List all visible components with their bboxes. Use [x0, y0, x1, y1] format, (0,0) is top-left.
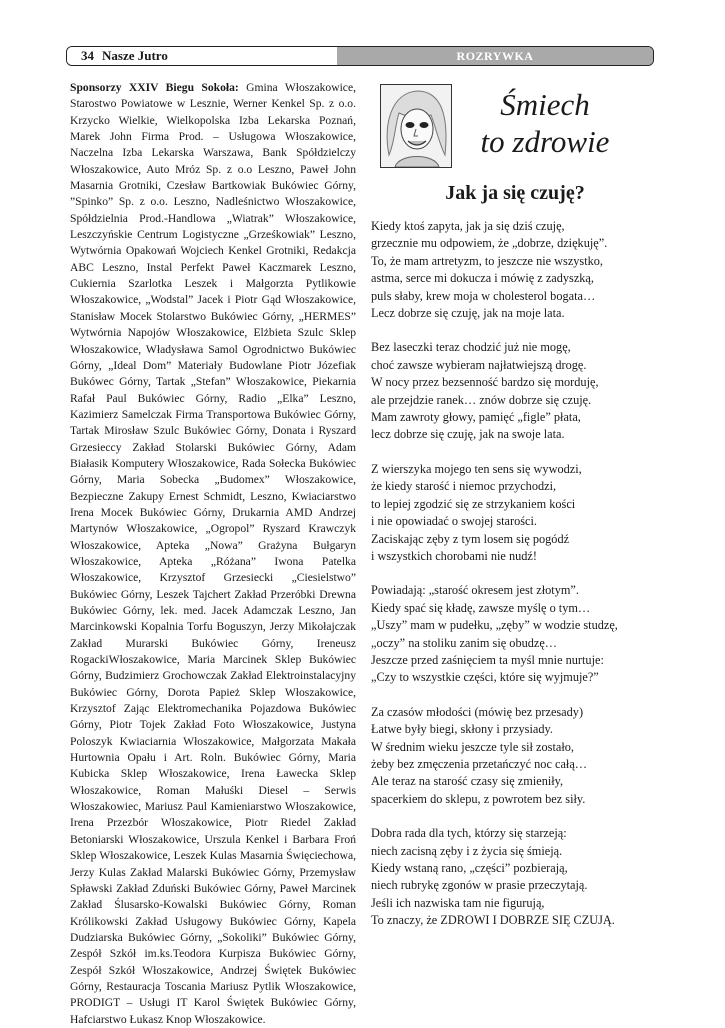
poem-line: Lecz dobrze się czuję, jak na moje lata.	[371, 306, 565, 321]
poem-line: „oczy” na stoliku zanim się obudzę…	[371, 635, 558, 650]
page-number: 34	[81, 48, 94, 63]
poem-line: to lepiej zgodzić się ze strzykaniem kości	[371, 496, 576, 511]
page-header	[66, 46, 654, 66]
poem-line: Z wierszyka mojego ten sens się wywodzi,	[371, 461, 582, 476]
poem-line: ale przejdzie ranek… znów dobrze się czuję.	[371, 392, 592, 407]
poem-line: Kiedy ktoś zapyta, jak ja się dziś czuję,	[371, 219, 565, 233]
poem-stanza	[371, 582, 661, 686]
woman-portrait-icon	[380, 84, 452, 168]
poem-line: Dobra rada dla tych, którzy się starzeją:	[371, 826, 567, 841]
poem-line: astma, serce mi dokucza i mówię z zadyszką,	[371, 271, 594, 286]
section-label: ROZRYWKA	[337, 47, 653, 65]
poem-line: że kiedy starość i niemoc przychodzi,	[371, 479, 557, 494]
feature-title-line2: to zdrowie	[480, 124, 610, 159]
poem-line: Jeszcze przed zaśnięciem ta myśl mnie nurtuje:	[371, 652, 604, 667]
sponsors-list: Gmina Włoszakowice, Starostwo Powiatowe w Lesznie, Werner Kenkel Sp. z o.o. Krzycko Wielkie, Wielkopolska Izba Lekarska Poznań, Marek John Firma Prod. – Usługowa Włoszakowice, Naczelna Izba Lekarska Warszawa, Bank Spółdzielczy Włoszakowice, Auto Mróz Sp. z o.o Leszno, Paweł John Masarnia Grotniki, Czesław Bartkowiak Bukówiec Górny, ”Spinko” Sp. z o.o. Leszno, Nadleśnictwo Włoszakowice, Spółdzielnia Prod.-Handlowa „Wiatrak” Włoszakowice, Leszczyńskie Centrum Logistyczne „Grześkowiak” Leszno, Wytwórnia Opakowań Wojciech Kenkel Grotniki, Redakcja ABC Leszno, Instal Perfekt Paweł Kaczmarek Leszno, Cukiernia Szarlotka Leszek i Małgorzta Pytlikowie Włoszakowice, „Wodstal” Jacek i Piotr Gąd Włoszakowice, Stanisław Mocek Stolarstwo Bukówiec Górny, „HERMES” Wytwórnia Napojów Włoszakowice, Elżbieta Szulc Sklep Włoszakowice, Władysława Samol Ogrodnictwo Bukówiec Górny, „Ideal Dom” Materiały Budowlane Piotr Józefiak Bukówec Górny, Tartak „Stefan” Włoszakowice, Piekarnia Rafał Paul Bukówiec Górny, Radio „Elka” Leszno, Kazimierz Samelczak Firma Transportowa Bukówiec Górny, Tartak Mirosław Szulc Bukówiec Górny, Donata i Ryszard Grzesieccy Zakład Stolarski Bukówiec Górny, Adam Białasik Komputery Włoszakowice, Rada Sołecka Bukówiec Górny, Maria Sobecka „Budomex” Włoszakowice, Bezpieczne Zakupy Ernest Schmidt, Leszno, Kwiaciarstwo Irena Mocek Bukówiec Górny, Drukarnia AMD Andrzej Martynów Włoszakowice, „Ogropol” Ryszard Krawczyk Włoszakowice, Apteka „Nowa” Grażyna Bułgaryn Włoszakowice, Apteka „Różana” Iwona Patelka Włoszakowice, Krzysztof Grzesiecki „Ciesielstwo” Bukówiec Górny, Leszek Tajchert Zakład Przeróbki Drewna Bukówiec Górny, lek. med. Jacek Adamczak Leszno, Jan Marcinkowski Kopalnia Torfu Boguszyn, Jerzy Mikołajczak Zakład Murarski Bukówiec Górny, Ireneusz RogackiWłoszakowice, Maria Marcinek Sklep Bukówiec Górny, Budzimierz Grochowczak Zakład Elektroinstalacyjny Bukówiec Górny, Dorota Papież Sklep Włoszakowice, Krzysztof Zając Elektromechanika Pojazdowa Bukówiec Górny, Piotr Tojek Zakład Foto Włoszakowice, Justyna Poloszyk Kwiaciarnia Włoszakowice, Małgorzata Makała Hurtownia Opału i Art. Roln. Bukówiec Górny, Maria Kubicka Sklep Włoszakowice, Irena Ławecka Sklep Włoszakowice, Roman Małuśki Diesel – Serwis Włoszakowiec, Mariusz Paul Kamieniarstwo Włoszakowice, Irena Przezbór Włoszakowice, Piotr Riedel Zakład Betoniarski Włoszakowice, Urszula Kenkel i Barbara Froń Sklep Włoszakowice, Leszek Kulas Masarnia Święciechowa, Jerzy Kulas Zakład Malarski Bukówiec Górny, Przemysław Spławski Zakład Zduński Bukówiec Górny, Paweł Marcinek Zakład Ślusarsko-Kowalski Bukówiec Górny, Roman Królikowski Zakład Usługowy Bukówiec Górny, Kapela Dudziarska Bukówiec Górny, „Sokoliki” Bukówiec Górny, Zespół Szkół im.ks.Teodora Kurpisza Bukówiec Górny, Zespół Szkół Włoszakowice, Andrzej Świętek Bukówiec Górny, Restauracja Toscania Mariusz Pytlik Włoszakowice, PRODIGT – Usługi IT Karol Świętek Bukówiec Górny, Hafciarstwo Łukasz Knop Włoszakowice.	[70, 81, 356, 1026]
poem-line: Łatwe były biegi, skłony i przysiady.	[371, 722, 553, 737]
poem-line: spacerkiem do sklepu, z powrotem bez siły.	[371, 791, 586, 806]
poem-line: Kiedy spać się kładę, zawsze myślę o tym…	[371, 600, 591, 615]
poem-line: Powiadają: „starość okresem jest złotym”.	[371, 583, 579, 598]
poem-line: i nie opowiadać o swojej starości.	[371, 514, 537, 529]
poem-line: „Uszy” mam w pudełku, „zęby” w wodzie studzę,	[371, 618, 618, 633]
poem-line: i wszystkich chorobami nie nudź!	[371, 548, 537, 563]
poem-line: To znaczy, że ZDROWI I DOBRZE SIĘ CZUJĄ.	[371, 913, 615, 928]
poem-line: żeby bez zmęczenia przetańczyć noc całą…	[371, 756, 588, 771]
publication-name: Nasze Jutro	[102, 48, 168, 63]
poem-line: lecz dobrze się czuję, jak na swoje lata.	[371, 427, 565, 442]
poem-line: To, że mam artretyzm, to jeszcze nie wszystko,	[371, 253, 604, 268]
poem-line: puls słaby, krew moja w cholesterol bogata…	[371, 288, 596, 303]
poem-stanza	[371, 339, 661, 443]
poem-line: Bez laseczki teraz chodzić już nie mogę,	[371, 340, 571, 355]
poem-stanza	[371, 704, 661, 808]
poem-line: niech rubrykę zgonów w prasie przeczytają.	[371, 878, 588, 893]
feature-title-line1: Śmiech	[500, 87, 590, 122]
poem-line: W średnim wieku jeszcze tyle sił zostało,	[371, 739, 574, 754]
poem-line: Zaciskając zęby z tym losem się pogódź	[371, 531, 570, 546]
poem-line: grzecznie mu odpowiem, że „dobrze, dziękuję”.	[371, 236, 608, 251]
feature-title	[450, 86, 640, 160]
poem-line: W nocy przez bezsenność bardzo się morduję,	[371, 375, 599, 390]
poem-line: Za czasów młodości (mówię bez przesady)	[371, 704, 584, 719]
poem-line: niech zacisną zęby i z życia się śmieją.	[371, 843, 563, 858]
poem-line: Kiedy wstaną rano, „części” pozbierają,	[371, 861, 568, 875]
sponsors-text	[70, 80, 356, 1028]
poem-line: Jeśli ich nazwiska tam nie figurują,	[371, 895, 545, 910]
poem-title: Jak ja się czuję?	[445, 182, 585, 204]
poem-stanza	[371, 825, 661, 929]
poem-line: Mam zawroty głowy, pamięć „figle” płata,	[371, 410, 581, 425]
poem-line: choć zawsze wybieram najłatwiejszą drogę.	[371, 357, 587, 372]
poem-line: „Czy to wszystkie części, które się wyjmuje?”	[371, 670, 599, 685]
poem-body	[371, 218, 661, 947]
sponsors-lead: Sponsorzy XXIV Biegu Sokoła:	[70, 81, 239, 94]
poem-stanza	[371, 461, 661, 565]
poem-line: Ale teraz na starość czasy się zmieniły,	[371, 774, 564, 789]
poem-stanza	[371, 218, 661, 322]
header-publication	[67, 47, 337, 65]
